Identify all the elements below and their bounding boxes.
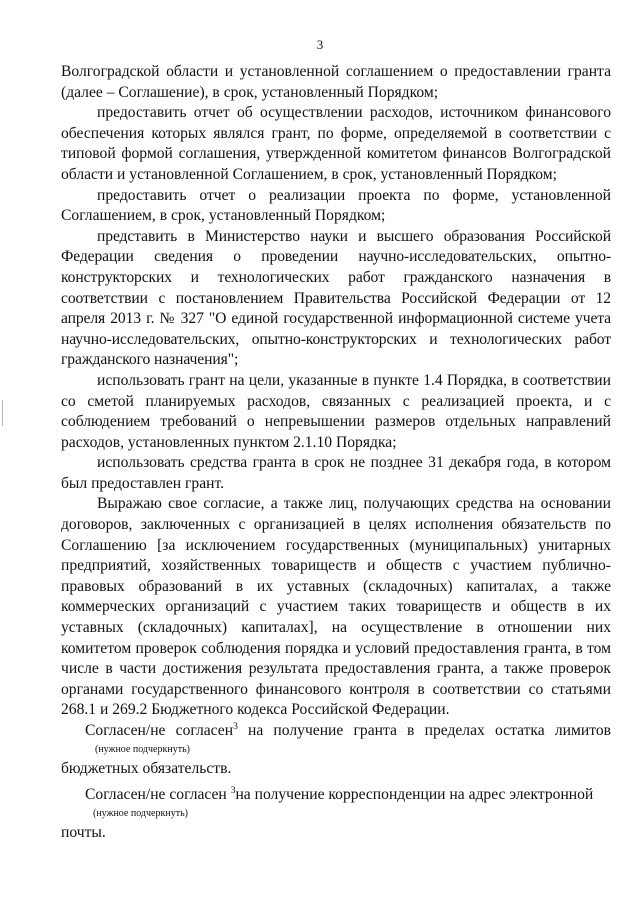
page-number: 3: [316, 37, 324, 52]
consent-grant-choice: Согласен/не согласен: [85, 722, 234, 739]
scan-margin-mark: [2, 400, 3, 426]
paragraph-inspection-consent: Выражаю свое согласие, а также лиц, получающих средства на основании договоров, заключенных с организацией в целях исполнения обязательств по Соглашению [за исключением государственных (муниципальных) унитарных предприятий, хозяйственных товариществ и обществ с участием публично-правовых образований в их уставных (складочных) капиталах, а также коммерческих организаций с участием таких товариществ и обществ в их уставных (складочных) капиталах], на осуществление в отношении них комитетом проверок соблюдения порядка и условий предоставления гранта, в том числе в части достижения результата предоставления гранта, а также проверок органами государственного финансового контроля в соответствии со статьями 268.1 и 269.2 Бюджетного кодекса Российской Федерации.: [61, 495, 611, 719]
consent-mail-tail: почты.: [61, 823, 106, 841]
paragraph-expense-report: предоставить отчет об осуществлении расходов, источником финансового обеспечения которых являлся грант, по форме, определяемой в соответствии с типовой формой соглашения, утвержденной комитетом финансов Волгоградской области и установленной Соглашением, в срок, установленный Порядком;: [61, 104, 611, 183]
footnote-mark: 3: [230, 786, 236, 796]
paragraph-grant-deadline: использовать средства гранта в срок не позднее 31 декабря года, в котором был предоставлен грант.: [61, 454, 611, 492]
consent-grant-text: на получение гранта в пределах остатка лимитов: [237, 722, 611, 739]
consent-grant-line: [61, 721, 611, 742]
consent-grant-tail: бюджетных обязательств.: [61, 759, 232, 777]
consent-mail-text: на получение корреспонденции на адрес электронной: [235, 786, 594, 804]
paragraph-ministry-info: представить в Министерство науки и высшего образования Российской Федерации сведения о проведении научно-исследовательских, опытно-конструкторских и технологических работ гражданского назначения в соответствии с постановлением Правительства Российской Федерации от 12 апреля 2013 г. № 327 "О единой государственной информационной системе учета научно-исследовательских, опытно-конструкторских и технологических работ гражданского назначения";: [61, 227, 611, 369]
consent-mail-block: [61, 785, 611, 843]
consent-grant-block: [61, 721, 611, 779]
paragraph-grant-purpose: использовать грант на цели, указанные в пункте 1.4 Порядка, в соответствии со сметой планируемых расходов, связанных с реализацией проекта, и с соблюдением требований о непревышении размеров отдельных направлений расходов, установленных пунктом 2.1.10 Порядка;: [61, 371, 611, 451]
underline-hint: (нужное подчеркнуть): [95, 743, 190, 755]
consent-mail-line: [61, 785, 611, 806]
underline-hint: (нужное подчеркнуть): [93, 807, 188, 819]
paragraph-project-report: предоставить отчет о реализации проекта по форме, установленной Соглашением, в срок, установленный Порядком;: [61, 186, 611, 225]
paragraph-agreement-tail: Волгоградской области и установленной соглашением о предоставлении гранта (далее – Соглашение), в срок, установленный Порядком;: [61, 63, 611, 101]
footnote-mark: 3: [233, 721, 238, 732]
consent-mail-choice: Согласен/не согласен: [85, 786, 231, 804]
document-body: [61, 62, 611, 843]
